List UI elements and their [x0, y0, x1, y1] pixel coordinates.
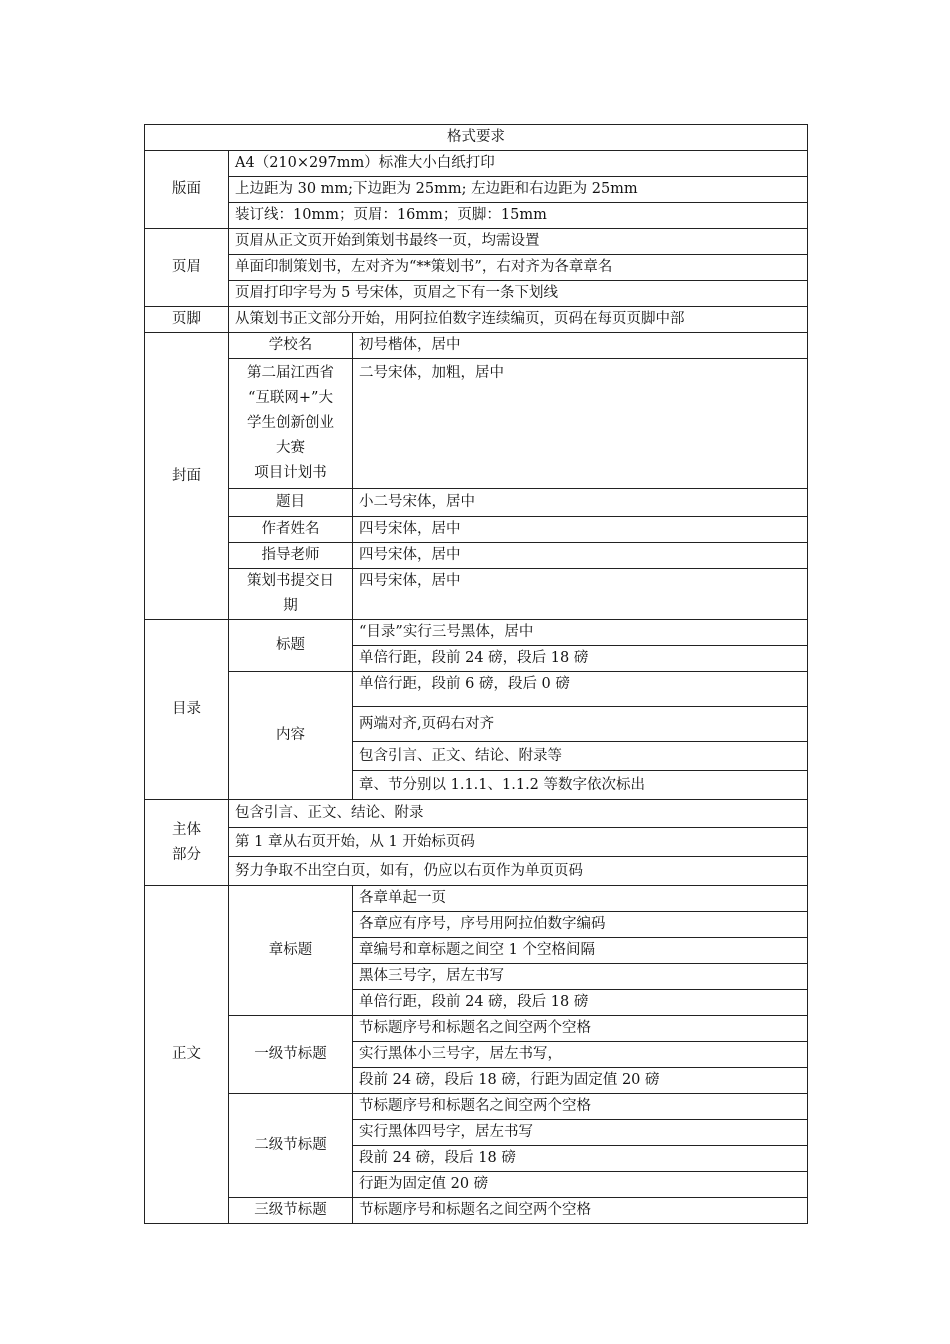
- table-row: [145, 1198, 808, 1224]
- level2-title-label: 二级节标题: [229, 1094, 353, 1198]
- cover-item-value: 初号楷体，居中: [353, 333, 808, 359]
- cover-name-line: 期: [283, 598, 298, 614]
- cover-name-line: 项目计划书: [254, 465, 327, 481]
- table-row: [145, 281, 808, 307]
- level3-item: 节标题序号和标题名之间空两个空格: [353, 1198, 808, 1224]
- cover-item-name: 题目: [229, 489, 353, 517]
- cover-item-name: [229, 569, 353, 620]
- table-row: [145, 543, 808, 569]
- body-label-line: 部分: [172, 846, 201, 863]
- cover-item-name: [229, 359, 353, 489]
- header-item: 页眉打印字号为 5 号宋体，页眉之下有一条下划线: [229, 281, 808, 307]
- cover-item-value: 二号宋体，加粗，居中: [353, 359, 808, 489]
- table-row: [145, 672, 808, 707]
- toc-content-item: 章、节分别以 1.1.1、1.1.2 等数字依次标出: [353, 771, 808, 800]
- layout-item: A4（210×297mm）标准大小白纸打印: [229, 151, 808, 177]
- table-row: [145, 828, 808, 857]
- cover-name-line: 策划书提交日: [247, 573, 334, 589]
- chapter-item: 单倍行距，段前 24 磅，段后 18 磅: [353, 990, 808, 1016]
- cover-item-value: 四号宋体，居中: [353, 543, 808, 569]
- level2-item: 段前 24 磅，段后 18 磅: [353, 1146, 808, 1172]
- chapter-item: 各章单起一页: [353, 886, 808, 912]
- table-row: [145, 255, 808, 281]
- table-row: [145, 307, 808, 333]
- cover-item-value: 小二号宋体，居中: [353, 489, 808, 517]
- level2-item: 节标题序号和标题名之间空两个空格: [353, 1094, 808, 1120]
- table-row: [145, 203, 808, 229]
- cover-item-name: 指导老师: [229, 543, 353, 569]
- level3-title-label: 三级节标题: [229, 1198, 353, 1224]
- chapter-title-label: 章标题: [229, 886, 353, 1016]
- cover-item-name: 学校名: [229, 333, 353, 359]
- table-row: [145, 489, 808, 517]
- section-label-footer: 页脚: [145, 307, 229, 333]
- chapter-item: 各章应有序号，序号用阿拉伯数字编码: [353, 912, 808, 938]
- format-requirements-table: [144, 124, 808, 1224]
- section-label-cover: 封面: [145, 333, 229, 620]
- chapter-item: 章编号和章标题之间空 1 个空格间隔: [353, 938, 808, 964]
- chapter-item: 黑体三号字，居左书写: [353, 964, 808, 990]
- level1-item: 实行黑体小三号字，居左书写，: [353, 1042, 808, 1068]
- cover-name-line: “互联网+”大: [248, 390, 333, 406]
- cover-item-name: 作者姓名: [229, 517, 353, 543]
- body-item: 努力争取不出空白页，如有，仍应以右页作为单页页码: [229, 857, 808, 886]
- table-row: [145, 229, 808, 255]
- table-row: [145, 333, 808, 359]
- header-item: 页眉从正文页开始到策划书最终一页，均需设置: [229, 229, 808, 255]
- footer-item: 从策划书正文部分开始，用阿拉伯数字连续编页，页码在每页页脚中部: [229, 307, 808, 333]
- section-label-header: 页眉: [145, 229, 229, 307]
- layout-item: 上边距为 30 mm;下边距为 25mm; 左边距和右边距为 25mm: [229, 177, 808, 203]
- table-row: [145, 517, 808, 543]
- section-label-toc: 目录: [145, 620, 229, 800]
- table-row: [145, 886, 808, 912]
- table-row: [145, 620, 808, 646]
- level2-item: 行距为固定值 20 磅: [353, 1172, 808, 1198]
- level2-item: 实行黑体四号字，居左书写: [353, 1120, 808, 1146]
- body-label-line: 主体: [172, 821, 201, 838]
- toc-content-item: 两端对齐,页码右对齐: [353, 707, 808, 742]
- toc-title-item: 单倍行距，段前 24 磅，段后 18 磅: [353, 646, 808, 672]
- body-item: 第 1 章从右页开始，从 1 开始标页码: [229, 828, 808, 857]
- cover-name-line: 学生创新创业: [247, 415, 334, 431]
- table-title-row: [145, 125, 808, 151]
- table-row: [145, 569, 808, 620]
- section-label-body: [145, 800, 229, 886]
- header-item: 单面印制策划书，左对齐为“**策划书”，右对齐为各章章名: [229, 255, 808, 281]
- level1-title-label: 一级节标题: [229, 1016, 353, 1094]
- cover-name-line: 大赛: [276, 440, 305, 456]
- toc-content-label: 内容: [229, 672, 353, 800]
- body-item: 包含引言、正文、结论、附录: [229, 800, 808, 828]
- toc-title-label: 标题: [229, 620, 353, 672]
- toc-title-item: “目录”实行三号黑体，居中: [353, 620, 808, 646]
- table-row: [145, 177, 808, 203]
- cover-name-line: 第二届江西省: [247, 365, 334, 381]
- toc-content-item: 包含引言、正文、结论、附录等: [353, 742, 808, 771]
- table-title: 格式要求: [145, 125, 808, 151]
- table-row: [145, 1016, 808, 1042]
- table-row: [145, 800, 808, 828]
- level1-item: 段前 24 磅，段后 18 磅，行距为固定值 20 磅: [353, 1068, 808, 1094]
- cover-item-value: 四号宋体，居中: [353, 517, 808, 543]
- table-row: [145, 151, 808, 177]
- section-label-layout: 版面: [145, 151, 229, 229]
- toc-content-item: 单倍行距，段前 6 磅，段后 0 磅: [353, 672, 808, 707]
- table-row: [145, 359, 808, 489]
- table-row: [145, 1094, 808, 1120]
- table-row: [145, 857, 808, 886]
- level1-item: 节标题序号和标题名之间空两个空格: [353, 1016, 808, 1042]
- layout-item: 装订线：10mm；页眉：16mm；页脚：15mm: [229, 203, 808, 229]
- cover-item-value: 四号宋体，居中: [353, 569, 808, 620]
- section-label-main: 正文: [145, 886, 229, 1224]
